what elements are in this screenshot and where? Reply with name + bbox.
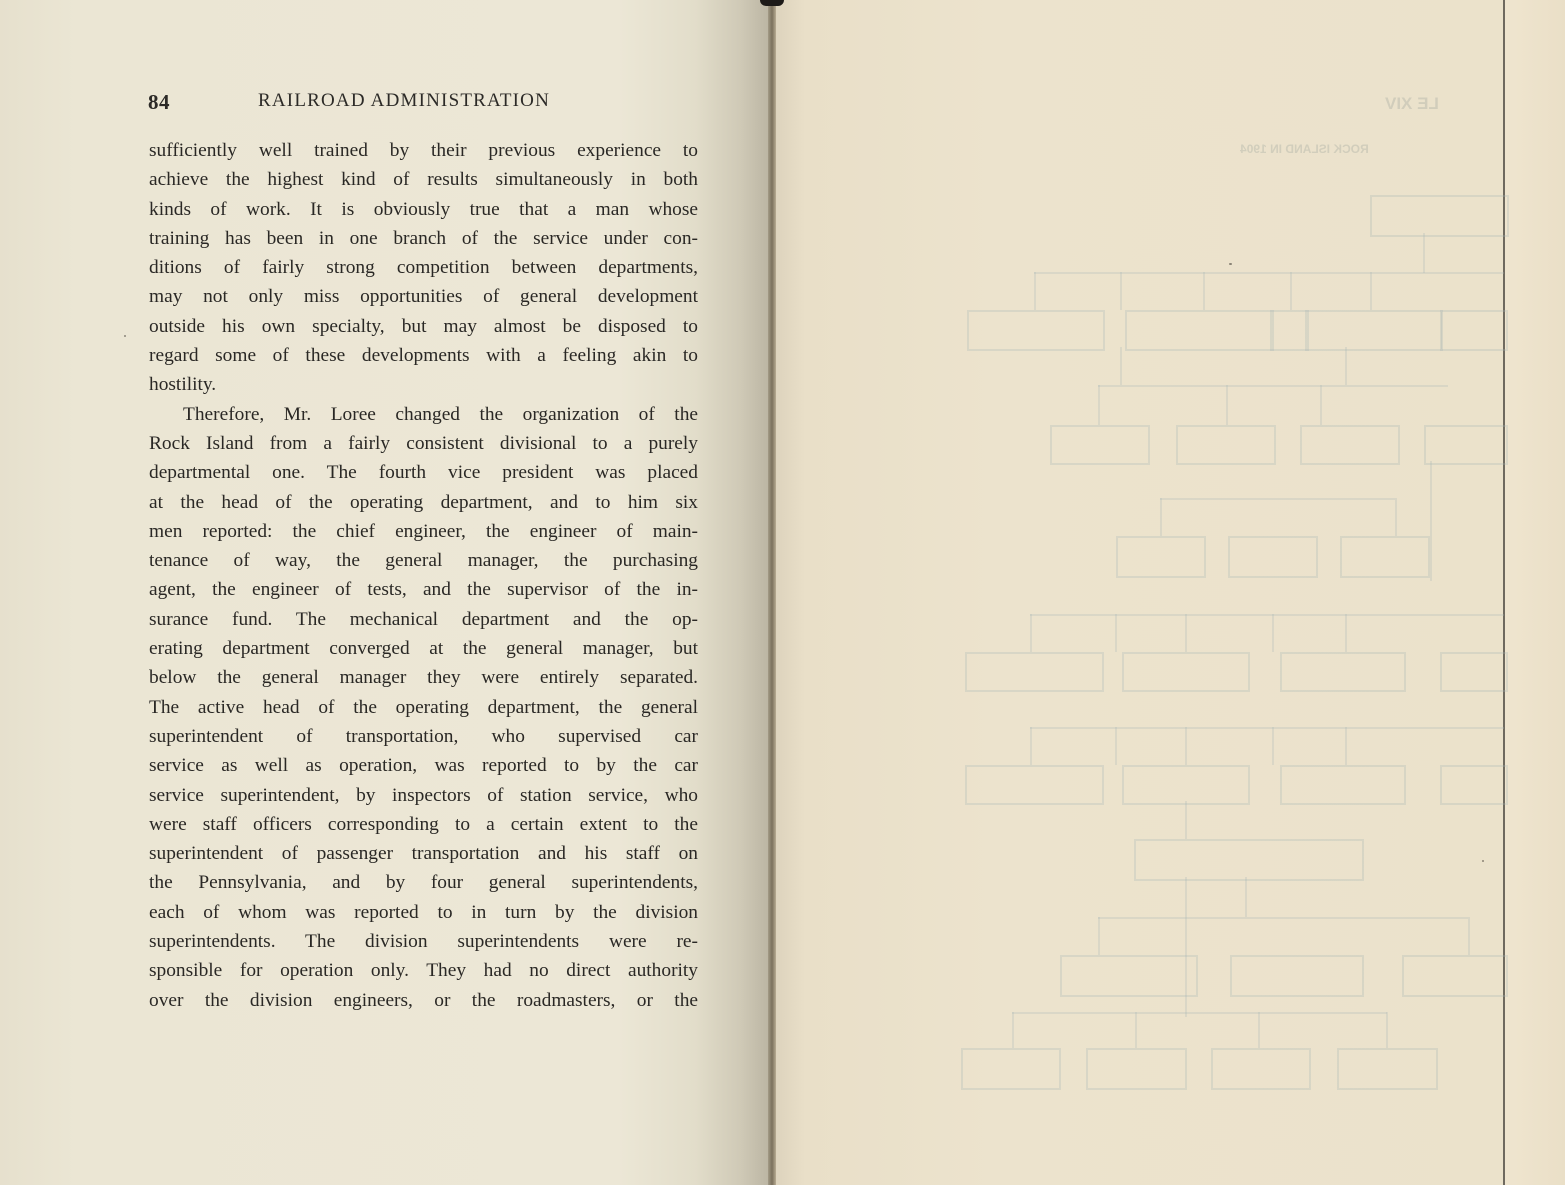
text-line: The active head of the operating department, the general	[149, 696, 698, 718]
bleed-through-title: LE XIV	[1385, 94, 1439, 113]
text-line: kinds of work. It is obviously true that a man whose	[149, 198, 698, 220]
text-line: regard some of these developments with a feeling akin to	[149, 345, 698, 367]
bleed-through-subtitle: ROCK ISLAND IN 1904	[1240, 142, 1369, 156]
paper-speck	[1229, 263, 1232, 265]
text-line: at the head of the operating department, and to him six	[149, 491, 698, 513]
paper-speck	[124, 335, 126, 337]
text-line: superintendent of transportation, who supervised car	[149, 725, 698, 747]
running-head	[148, 88, 698, 116]
running-head-title: RAILROAD ADMINISTRATION	[258, 90, 551, 111]
text-line: service superintendent, by inspectors of station service, who	[149, 784, 698, 806]
text-line: tenance of way, the general manager, the purchasing	[149, 550, 698, 572]
text-line: hostility.	[149, 374, 217, 396]
book-gutter	[768, 0, 776, 1185]
paper-speck	[1482, 860, 1484, 862]
page-number: 84	[148, 90, 170, 114]
text-line: the Pennsylvania, and by four general superintendents,	[149, 872, 698, 894]
text-line: outside his own specialty, but may almost be disposed to	[149, 315, 698, 337]
text-line: superintendents. The division superintendents were re-	[149, 931, 698, 953]
text-line: Rock Island from a fairly consistent divisional to a purely	[149, 432, 698, 454]
text-line: over the division engineers, or the roadmasters, or the	[149, 989, 698, 1011]
text-line: were staff officers corresponding to a certain extent to the	[149, 813, 698, 835]
text-line: training has been in one branch of the service under con-	[149, 227, 698, 249]
text-line: departmental one. The fourth vice president was placed	[149, 462, 698, 484]
text-line: service as well as operation, was reported to by the car	[149, 755, 698, 777]
text-line: achieve the highest kind of results simultaneously in both	[149, 169, 698, 191]
text-line: each of whom was reported to in turn by the division	[149, 901, 698, 923]
body-text	[149, 136, 698, 1015]
text-line: sponsible for operation only. They had no direct authority	[149, 960, 698, 982]
text-line: ditions of fairly strong competition between departments,	[149, 257, 698, 279]
text-line: agent, the engineer of tests, and the supervisor of the in-	[149, 579, 698, 601]
text-line: superintendent of passenger transportation and his staff on	[149, 843, 698, 865]
gutter-shadow	[760, 0, 784, 6]
text-line: may not only miss opportunities of general development	[149, 286, 698, 308]
text-line: Therefore, Mr. Loree changed the organization of the	[183, 403, 698, 425]
text-line: men reported: the chief engineer, the engineer of main-	[149, 520, 698, 542]
right-page	[776, 0, 1504, 1185]
text-line: erating department converged at the general manager, but	[149, 638, 698, 660]
foldout-back-page	[1505, 0, 1565, 1185]
text-line: sufficiently well trained by their previous experience to	[149, 140, 698, 161]
text-line: surance fund. The mechanical department and the op-	[149, 608, 698, 630]
text-line: below the general manager they were entirely separated.	[149, 667, 698, 689]
